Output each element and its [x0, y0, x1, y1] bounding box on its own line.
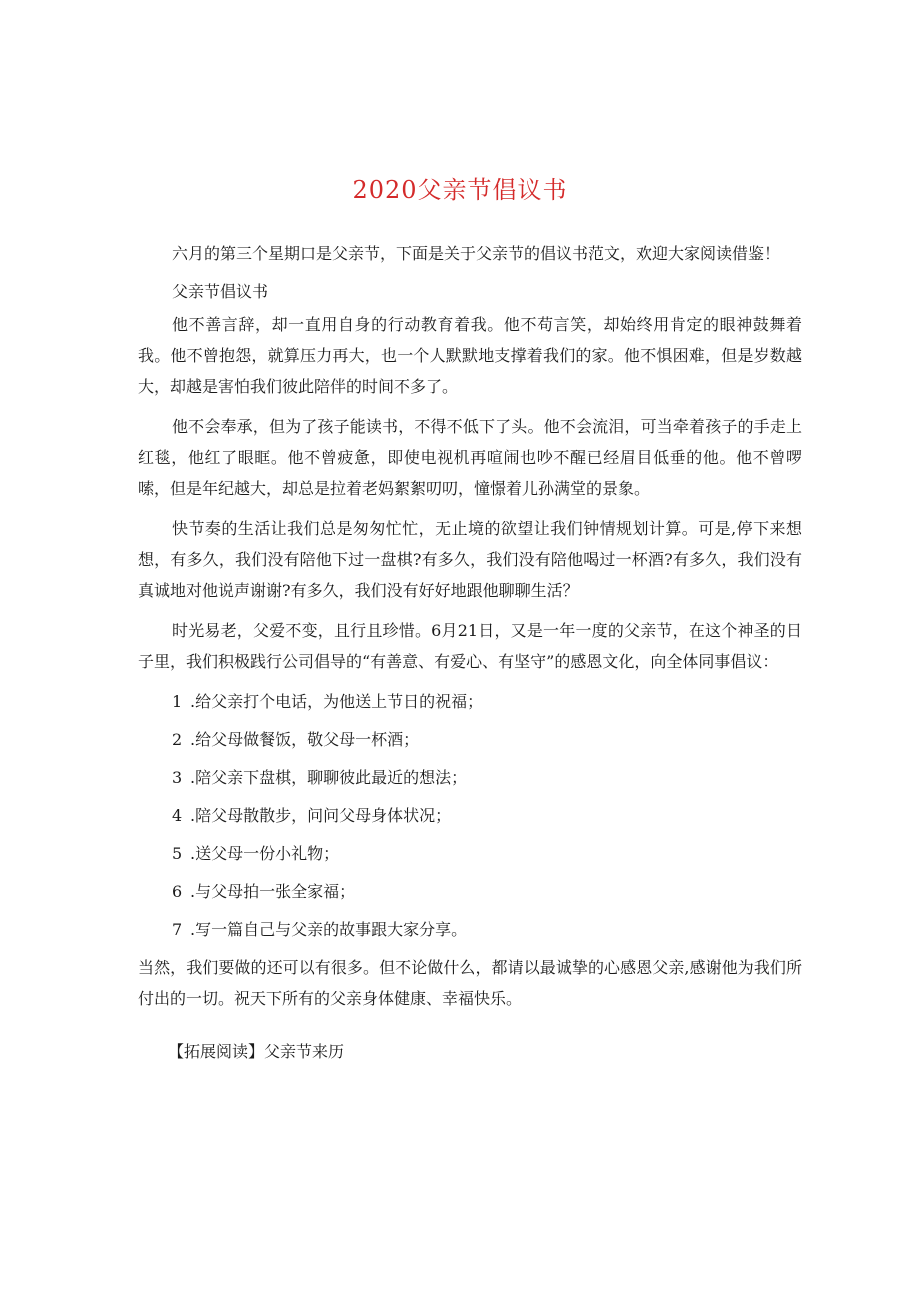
document-title: 2020父亲节倡议书	[352, 176, 568, 204]
list-item-number: 1	[172, 692, 183, 711]
document-body	[138, 238, 802, 1076]
list-item-text: .给父亲打个电话，为他送上节日的祝福；	[190, 692, 484, 711]
paragraph-3: 快节奏的生活让我们总是匆匆忙忙，无止境的欲望让我们钟情规划计算。可是,停下来想想，有多久，我们没有陪他下过一盘棋?有多久，我们没有陪他喝过一杯酒?有多久，我们没有真诚地对他说声谢谢?有多久，我们没有好好地跟他聊聊生活？	[138, 519, 802, 600]
list-item-number: 3	[172, 768, 183, 787]
list-item	[138, 686, 802, 717]
list-item	[138, 838, 802, 869]
closing-paragraph: 当然，我们要做的还可以有很多。但不论做什么，都请以最诚挚的心感恩父亲,感谢他为我们所付出的一切。祝天下所有的父亲身体健康、幸福快乐。	[138, 958, 802, 1008]
section-subtitle: 父亲节倡议书	[172, 282, 269, 301]
paragraph-4: 时光易老，父爱不变，且行且珍惜。6月21日，又是一年一度的父亲节，在这个神圣的日子里，我们积极践行公司倡导的“有善意、有爱心、有坚守”的感恩文化，向全体同事倡议：	[138, 621, 802, 671]
list-item	[138, 876, 802, 907]
list-item-number: 5	[172, 844, 183, 863]
list-item	[138, 724, 802, 755]
list-item-number: 6	[172, 882, 183, 901]
list-item-number: 2	[172, 730, 183, 749]
list-item	[138, 800, 802, 831]
list-item	[138, 914, 802, 945]
list-item-text: .陪父亲下盘棋，聊聊彼此最近的想法；	[190, 768, 468, 787]
extended-reading-heading: 【拓展阅读】父亲节来历	[168, 1042, 345, 1061]
list-item-text: .与父母拍一张全家福；	[190, 882, 356, 901]
list-item	[138, 762, 802, 793]
paragraph-1: 他不善言辞，却一直用自身的行动教育着我。他不苟言笑，却始终用肯定的眼神鼓舞着我。他不曾抱怨，就算压力再大，也一个人默默地支撑着我们的家。他不惧困难，但是岁数越大，却越是害怕我们彼此陪伴的时间不多了。	[138, 315, 802, 396]
list-item-text: .陪父母散散步，问问父母身体状况；	[190, 806, 452, 825]
list-item-text: .写一篇自己与父亲的故事跟大家分享。	[190, 920, 468, 939]
proposal-list	[138, 686, 802, 945]
paragraph-2: 他不会奉承，但为了孩子能读书，不得不低下了头。他不会流泪，可当牵着孩子的手走上红毯，他红了眼眶。他不曾疲惫，即使电视机再喧闹也吵不醒已经眉目低垂的他。他不曾啰嗦，但是年纪越大，却总是拉着老妈絮絮叨叨，憧憬着儿孙满堂的景象。	[138, 417, 802, 498]
list-item-text: .给父母做餐饭，敬父母一杯酒；	[190, 730, 420, 749]
intro-paragraph: 六月的第三个星期口是父亲节，下面是关于父亲节的倡议书范文，欢迎大家阅读借鉴！	[172, 244, 781, 263]
list-item-number: 7	[172, 920, 183, 939]
list-item-number: 4	[172, 806, 183, 825]
list-item-text: .送父母一份小礼物；	[190, 844, 340, 863]
